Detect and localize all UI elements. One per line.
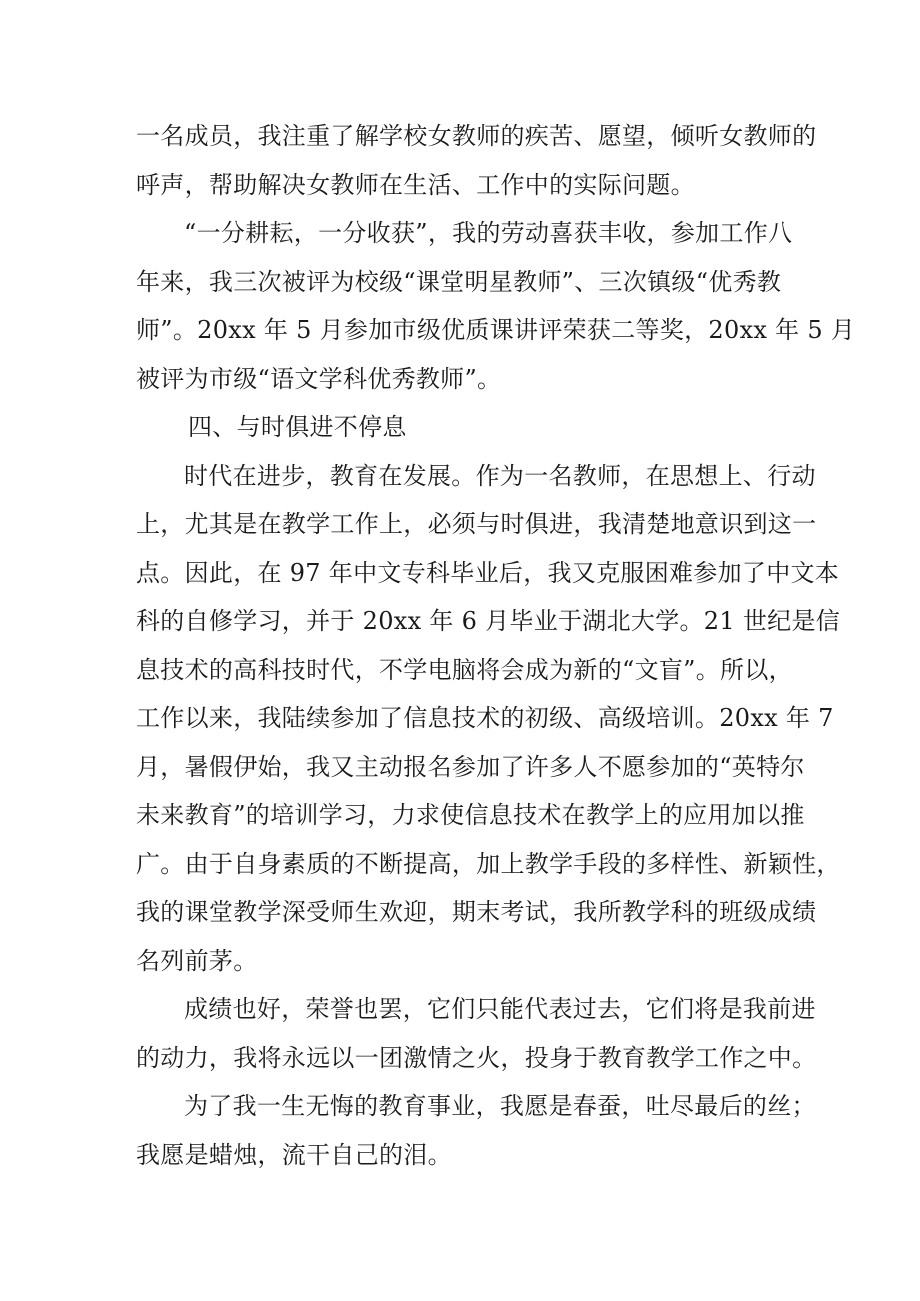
text-line: 广。由于自身素质的不断提高，加上教学手段的多样性、新颖性， bbox=[136, 849, 841, 878]
text-line: 点。因此，在 97 年中文专科毕业后，我又克服困难参加了中文本 bbox=[136, 558, 840, 587]
text-line: 我的课堂教学深受师生欢迎，期末考试，我所教学科的班级成绩 bbox=[136, 898, 817, 926]
text-line: 我愿是蜡烛，流干自己的泪。 bbox=[136, 1140, 452, 1169]
paragraph-start-line: 时代在进步，教育在发展。作为一名教师，在思想上、行动 bbox=[184, 461, 816, 490]
text-line: 未来教育”的培训学习，力求使信息技术在教学上的应用加以推 bbox=[136, 801, 805, 829]
paragraph-start-line: 为了我一生无悔的教育事业，我愿是春蚕，吐尽最后的丝； bbox=[184, 1092, 816, 1120]
text-line: 的动力，我将永远以一团激情之火，投身于教育教学工作之中。 bbox=[136, 1043, 817, 1072]
text-line: 工作以来，我陆续参加了信息技术的初级、高级培训。20xx 年 7 bbox=[136, 704, 834, 732]
text-line: 师”。20xx 年 5 月参加市级优质课讲评荣获二等奖，20xx 年 5 月 bbox=[136, 316, 856, 344]
text-line: 上，尤其是在教学工作上，必须与时俱进，我清楚地意识到这一 bbox=[136, 510, 817, 538]
text-line: 呼声，帮助解决女教师在生活、工作中的实际问题。 bbox=[136, 170, 695, 199]
text-line: 科的自修学习，并于 20xx 年 6 月毕业于湖北大学。21 世纪是信 bbox=[136, 607, 841, 635]
text-line: 一名成员，我注重了解学校女教师的疾苦、愿望，倾听女教师的 bbox=[136, 122, 817, 150]
paragraph-start-line: 成绩也好，荣誉也罢，它们只能代表过去，它们将是我前进 bbox=[184, 995, 816, 1023]
text-line: 息技术的高科技时代，不学电脑将会成为新的“文盲”。所以， bbox=[136, 655, 793, 684]
text-line: 名列前茅。 bbox=[136, 946, 258, 975]
text-line: 年来，我三次被评为校级“课堂明星教师”、三次镇级“优秀教 bbox=[136, 267, 782, 296]
section-heading: 四、与时俱进不停息 bbox=[188, 413, 407, 441]
text-line: 月，暑假伊始，我又主动报名参加了许多人不愿参加的“英特尔 bbox=[136, 752, 805, 781]
document-body bbox=[136, 112, 856, 1179]
text-line: 被评为市级“语文学科优秀教师”。 bbox=[136, 364, 502, 393]
paragraph-start-line: “一分耕耘，一分收获”，我的劳动喜获丰收，参加工作八 bbox=[184, 219, 793, 247]
